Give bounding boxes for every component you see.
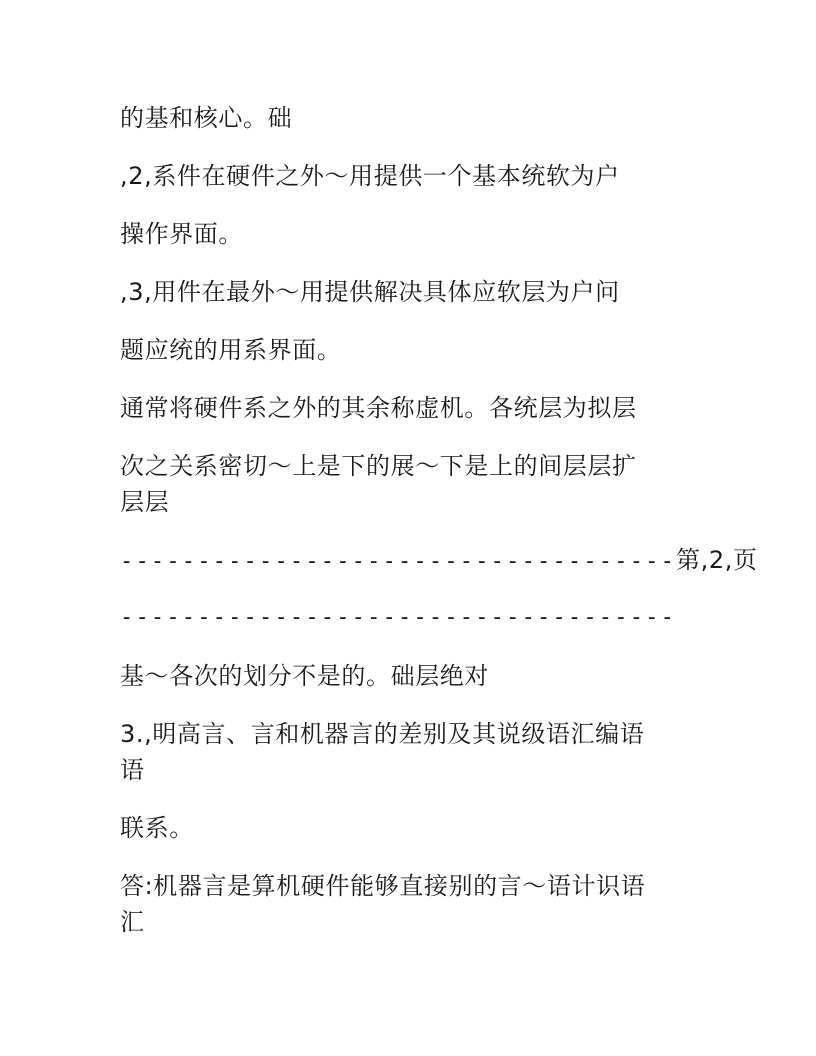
text-line: 层层 [120,488,170,516]
text-line: 联系。 [120,814,194,842]
text-line: 3.,明高言、言和机器言的差别及其说级语汇编语 [120,720,645,748]
text-line: 操作界面。 [120,220,243,248]
text-line: 汇 [120,908,145,936]
text-line: 题应统的用系界面。 [120,336,342,364]
page-break-dashes: ------------------------------------ [120,549,677,574]
text-line: ,3,用件在最外～用提供解决具体应软层为户问 [120,278,620,306]
page-break-bottom: ------------------------------------ [120,605,677,630]
text-line: ,2,系件在硬件之外～用提供一个基本统软为户 [120,162,620,190]
text-line: 基～各次的划分不是的。础层绝对 [120,662,489,690]
text-line: 语 [120,756,145,784]
page-break-top [120,546,758,576]
text-line: 答:机器言是算机硬件能够直接别的言～语计识语 [120,872,646,900]
text-line: 通常将硬件系之外的其余称虚机。各统层为拟层 [120,394,637,422]
text-line: 的基和核心。础 [120,104,293,132]
page-number-label: 第,2,页 [676,546,758,574]
text-line: 次之关系密切～上是下的展～下是上的间层层扩 [120,452,637,480]
